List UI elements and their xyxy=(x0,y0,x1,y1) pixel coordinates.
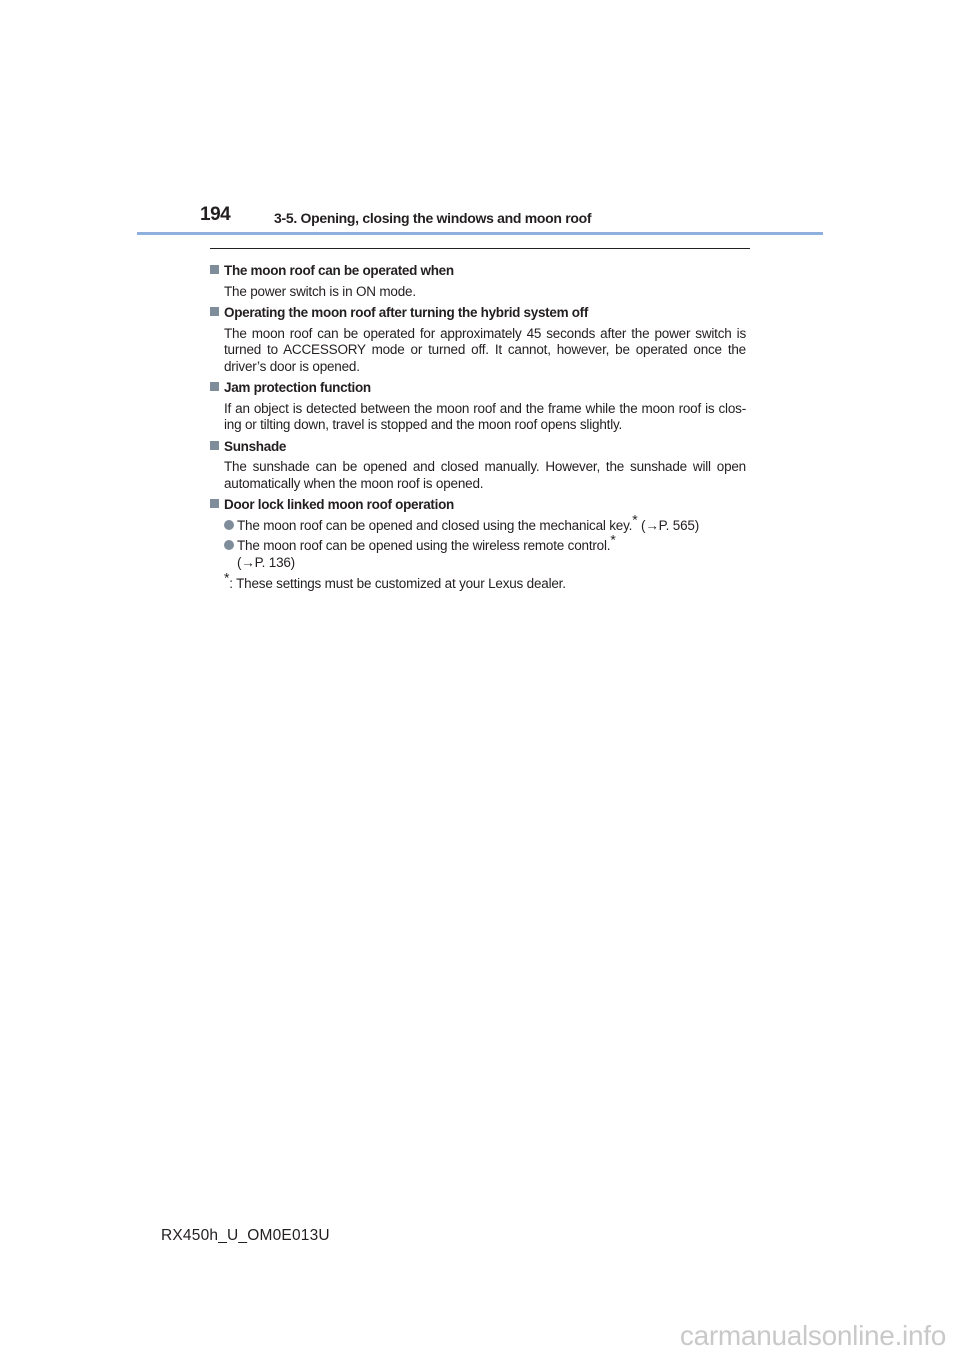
info-item-jam-protection xyxy=(210,380,746,434)
content-area xyxy=(210,258,746,593)
item-heading: The moon roof can be operated when xyxy=(224,263,454,278)
item-heading: Operating the moon roof after turning the hybrid system off xyxy=(224,305,589,320)
bullet-text: The moon roof can be opened and closed using the mechanical key. xyxy=(237,517,633,533)
circle-bullet-icon xyxy=(224,520,234,530)
square-bullet-icon xyxy=(210,441,219,450)
info-item-sunshade xyxy=(210,439,746,493)
page-reference-link[interactable]: (→P. 136) xyxy=(237,554,295,570)
content-divider xyxy=(210,248,750,249)
square-bullet-icon xyxy=(210,307,219,316)
item-body: The power switch is in ON mode. xyxy=(224,283,416,299)
item-body: If an object is detected between the moon roof and the frame while the moon roof is clos-ing or tilting down, travel is stopped and the moon roof opens slightly. xyxy=(224,400,746,432)
info-item-door-lock-linked xyxy=(210,497,746,593)
item-heading: Door lock linked moon roof operation xyxy=(224,497,454,512)
item-heading: Jam protection function xyxy=(224,380,371,395)
footnote xyxy=(224,569,746,593)
manual-code: RX450h_U_OM0E013U xyxy=(161,1227,330,1244)
footnote-text: : These settings must be customized at your Lexus dealer. xyxy=(229,576,566,591)
asterisk-mark: * xyxy=(224,569,230,586)
asterisk-mark: * xyxy=(632,511,638,527)
item-body: The sunshade can be opened and closed manually. However, the sunshade will open automatically when the moon roof is opened. xyxy=(224,459,746,491)
bullet-text: The moon roof can be opened using the wireless remote control. xyxy=(237,538,611,553)
section-title: 3-5. Opening, closing the windows and moon roof xyxy=(274,210,592,226)
item-body: The moon roof can be operated for approximately 45 seconds after the power switch is turned to ACCESSORY mode or turned off. It cannot, however, be operated once the driver’s door is opened. xyxy=(224,325,746,374)
square-bullet-icon xyxy=(210,382,219,391)
page-number: 194 xyxy=(200,204,231,225)
square-bullet-icon xyxy=(210,265,219,274)
item-heading: Sunshade xyxy=(224,438,287,454)
info-item-after-hybrid-off xyxy=(210,305,746,375)
list-item xyxy=(224,511,746,535)
list-item xyxy=(224,531,746,571)
info-item-operated-when xyxy=(210,263,746,300)
header-divider xyxy=(137,232,823,235)
page-reference-link[interactable]: (→P. 565) xyxy=(637,517,700,533)
square-bullet-icon xyxy=(210,499,219,508)
circle-bullet-icon xyxy=(224,540,234,550)
watermark: carmanualsonline.info xyxy=(679,1320,946,1351)
page-header xyxy=(0,0,960,240)
asterisk-mark: * xyxy=(610,531,616,548)
